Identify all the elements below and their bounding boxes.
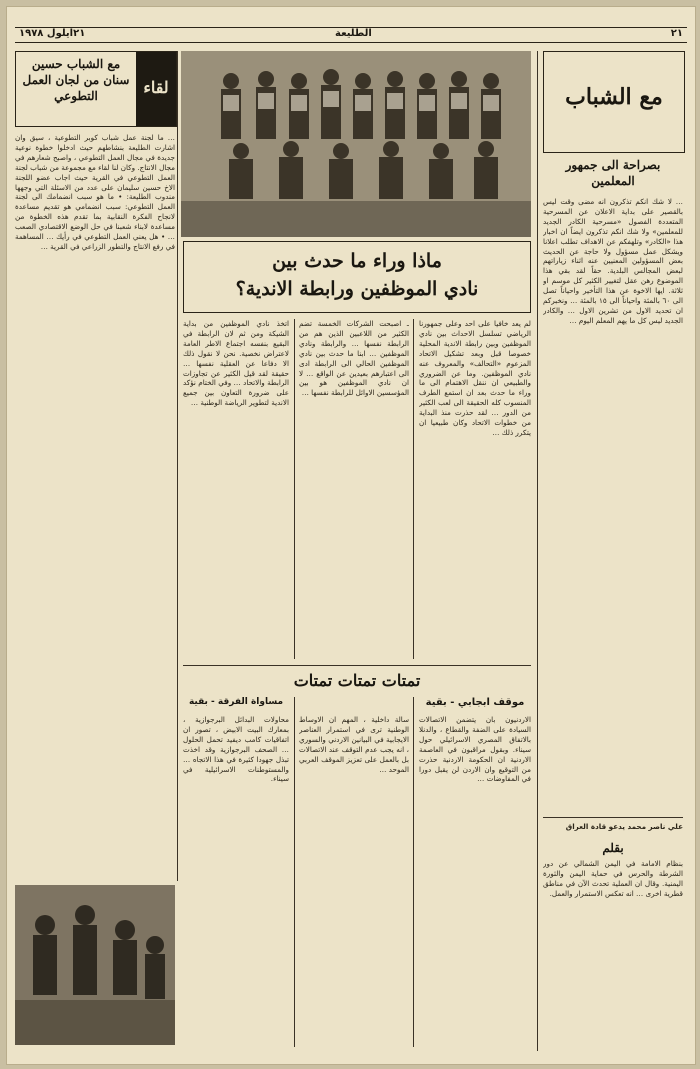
interview-body: … ما لجنة عمل شباب كوبر التطوعية ، سيق وان اشارت الطليعة بنشاطهم حيث ادخلوا خطوة نوعية جديدة في مجال العمل التطوعي ، واصبح شعارهم في مجال الانتاج. وكان لنا لقاء مع مجموعة من شباب لجنة العمل التطوعي في القرية حيث اجاب عضو اللجنة الاخ حسين سليمان على عدد من الاسئلة التي وجهها مندوب الطليعة: • ما هو سبب انضمامك الى لجنة العمل التطوعي: سبب انضمامي هو تقديم مساعدة لانجاح الفكرة النقابية بما تقدم هذه الخطوة من مساعدة لابناء شعبنا في حل الوضع الاقتصادي الصعب … • هل يعني العمل التطوعي في رأيك … المساهمة في رفع الانتاج والتطور الزراعي في القرية … bbox=[15, 133, 175, 251]
main-article-col-b: ـ اصبحت الشركات الخمسة تضم الكثير من اللاعبين الذين هم من الرابطة نفسها … والرابطة ونادي الموظفين … ابنا ما حدث بين نادي الموظفين الحالي الى الرابطة ادى الى اعتبارهم بعيدين عن الواقع … لا ان نادي الموظفين هو بين المؤسسين الاوائل للرابطة نفسها … bbox=[299, 319, 409, 398]
interview-badge bbox=[136, 52, 176, 126]
brief-title-equality: مساواة الفرقة - بقية bbox=[188, 697, 284, 707]
main-article-col-c: اتخذ نادي الموظفين من بداية الشيكة ومن ثم لان الرابطة في البقيع بنفسه اجتماع الاطر العامة لاعتراض نخصية. نحن لا نقول ذلك الا دفاعا عن العقلية نفسها … حقيقة لقد قيل الكثير عن تجاوزات الرابطة والاتحاد … وفي الختام نؤكد على ضرورة التعاون بين جميع الاندية لتطوير الرياضة الوطنية … bbox=[183, 319, 289, 408]
main-article-col-a: لم يعد خافيا على احد وعلى جمهورنا الرياضي تسلسل الاحداث بين نادي الموظفين وبين رابطة الاندية المحلية خصوصا قبل وبعد تشكيل الاتحاد المزعوم «التحالف» والمعروف عنه نادي الموظفين. وما عن الضروري والطبيعي ان ننقل الاهتمام الى ما وراء ما حدث بعد ان استمع الطرف المنسوب كله الحقيقة الى لعب الكثير من الدور … لقد حذرت منذ البداية من خطوات الاتحاد وكان طبيعيا ان يتكرر ذلك … bbox=[419, 319, 531, 437]
column-rule bbox=[294, 697, 295, 1047]
divider bbox=[183, 665, 531, 666]
divider bbox=[543, 817, 683, 818]
volunteers-photo bbox=[15, 885, 175, 1045]
page-date: ٢١ايلول ١٩٧٨ bbox=[19, 28, 86, 39]
brief-col-a: الاردنيون بان يتضمن الاتصالات السيادة على الضفة والقطاع ، والدنلا بالاتفاق المصري الاسرائيلي حول سيناء. وبقول مراقبون في العاصمة الاردنية ان الحكومة الاردنية حذرت من التوقيع وان الاردن لن يقبل دورا في المفاوضات … bbox=[419, 715, 531, 784]
author-intro: علي ناصر محمد يدعو قادة العراق bbox=[565, 822, 683, 831]
author-article-tail: بنظام الامامة في اليمن الشمالي عن دور الشرطة والحرس في حماية اليمن والثورة اليمنية. وقال ان العملية تحدث الآن في مناطق قطرية اخرى … انه تعكس الاستمرار والعمل. bbox=[543, 859, 683, 898]
teachers-article-body: … لا شك انكم تذكرون انه مضى وقت ليس بالقصير على بداية الاعلان عن المسرحية المتعددة الفصول «مسرحية الكادر الجديد للمعلمين» ولا شك انكم تذكرون ايضاً ان اخبار هذا «الكادر» وتلهفكم عن الاهداف تطلب اعلانا ويشكل عمل مسؤول ولا حاجة عن الحديث بعض المسؤولين المعنيين عنه اثناء زياراتهم لبعض المجالس البلدية. حقاً لقد بقي هذا الموضوع رهن عقل لتغيير الكثير كل موسم او ثلاثة. ايها الاخوة عن هذا التأخير واحياناً تصل الى ٦٠ بالمئة واحياناً الى ١٥ بالمئة … ونخبركم ان تحديد الاول من تشرين الاول … والكادر الجديد ليس كل ما يهم المعلم اليوم … bbox=[543, 197, 683, 325]
interview-title: مع الشباب حسين سنان من لجان العمل التطوعي bbox=[22, 57, 130, 103]
column-rule bbox=[413, 319, 414, 659]
main-headline-line1: ماذا وراء ما حدث بين bbox=[272, 250, 442, 272]
newspaper-page bbox=[6, 6, 696, 1065]
column-rule bbox=[294, 319, 295, 659]
main-headline-line2: نادي الموظفين ورابطة الاندية؟ bbox=[235, 278, 479, 300]
brief-col-b: سالة داخلية ، المهم ان الاوساط الوطنية ترى في استمرار العناصر الايجابية في البيانين الاردني والسوري ، انه يجب عدم التوقف عند الاتصالات بل بالعمل على تعزيز الموقف العربي الموحد … bbox=[299, 715, 409, 774]
team-photo-image bbox=[181, 51, 531, 237]
column-rule bbox=[177, 51, 178, 881]
interview-badge-label: لقاء bbox=[143, 78, 169, 97]
brief-col-c: محاولات البدائل البرجوازية ، بمعارك البيت الابيض ، تصور ان اتفاقيات كامب ديفيد تحمل الحلول … الصحف البرجوازية وقد اخذت تبذل جهودا كثيرة في هذا الاتجاه … والمستوطنات الاسرائيلية في سيناء. bbox=[183, 715, 289, 784]
youth-section-box bbox=[543, 51, 685, 153]
interview-box bbox=[15, 51, 177, 127]
column-rule bbox=[413, 697, 414, 1047]
paper-name: الطليعة bbox=[335, 28, 372, 39]
teachers-headline: بصراحة الى جمهور المعلمين bbox=[565, 158, 661, 188]
team-photo bbox=[181, 51, 531, 237]
author-signature: بقلم bbox=[602, 841, 624, 855]
page-number: ٢١ bbox=[670, 28, 683, 39]
volunteers-photo-image bbox=[15, 885, 175, 1045]
brief-title-positive-stance: موقف ابجابي - بقية bbox=[425, 697, 525, 708]
main-headline-box bbox=[183, 241, 531, 313]
page-header bbox=[15, 27, 687, 43]
briefs-banner: تمتات تمتات تمتات bbox=[293, 671, 421, 690]
column-rule bbox=[537, 51, 538, 1051]
youth-section-title: مع الشباب bbox=[565, 84, 663, 110]
